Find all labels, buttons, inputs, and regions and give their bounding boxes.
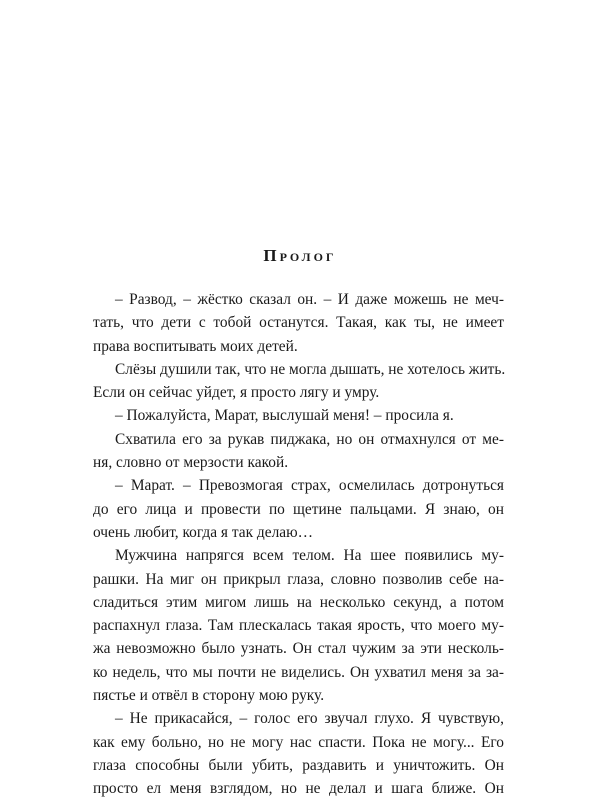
text-line: глаза способны были убить, раздавить и уничтожить. Он	[93, 756, 504, 774]
text-line: до его лица и провести по щетине пальцами. Я знаю, он	[93, 500, 504, 518]
text-line: – Развод, – жёстко сказал он. – И даже можешь не меч-	[115, 291, 504, 308]
text-line: Схватила его за рукав пиджака, но он отмахнулся от ме-	[115, 430, 504, 448]
text-line: тать, что дети с тобой останутся. Такая, как ты, не имеет	[93, 314, 504, 332]
text-line: права воспитывать моих детей.	[93, 337, 298, 355]
text-line: распахнул глаза. Там плескалась такая ярость, что моего му-	[93, 617, 504, 635]
text-line: сладиться этим мигом лишь на несколько секунд, а потом	[93, 593, 504, 611]
text-line: очень любит, когда я так делаю…	[93, 523, 313, 541]
text-line: Если он сейчас уйдет, я просто лягу и умру.	[93, 384, 380, 402]
text-line: Мужчина напрягся всем телом. На шее появились му-	[115, 547, 504, 565]
body-text	[93, 288, 504, 801]
text-line: ко недель, что мы почти не виделись. Он ухватил меня за за-	[93, 663, 504, 681]
text-line: Слёзы душили так, что не могла дышать, не хотелось жить.	[115, 360, 506, 378]
text-line: – Не прикасайся, – голос его звучал глухо. Я чувствую,	[115, 710, 504, 728]
text-line: ня, словно от мерзости какой.	[93, 454, 289, 472]
chapter-title: Пролог	[263, 246, 337, 265]
text-line: просто ел меня взглядом, но не делал и шага ближе. Он	[93, 780, 504, 798]
text-line: пястье и отвёл в сторону мою руку.	[93, 687, 325, 705]
text-line: рашки. На миг он прикрыл глаза, словно позволив себе на-	[93, 570, 504, 588]
text-line: – Марат. – Превозмогая страх, осмелилась дотронуться	[115, 477, 504, 495]
text-line: – Пожалуйста, Марат, выслушай меня! – просила я.	[115, 407, 454, 425]
text-line: как ему больно, но не могу нас спасти. Пока не могу... Его	[93, 733, 504, 751]
text-line: жа невозможно было узнать. Он стал чужим за эти несколь-	[93, 640, 504, 658]
